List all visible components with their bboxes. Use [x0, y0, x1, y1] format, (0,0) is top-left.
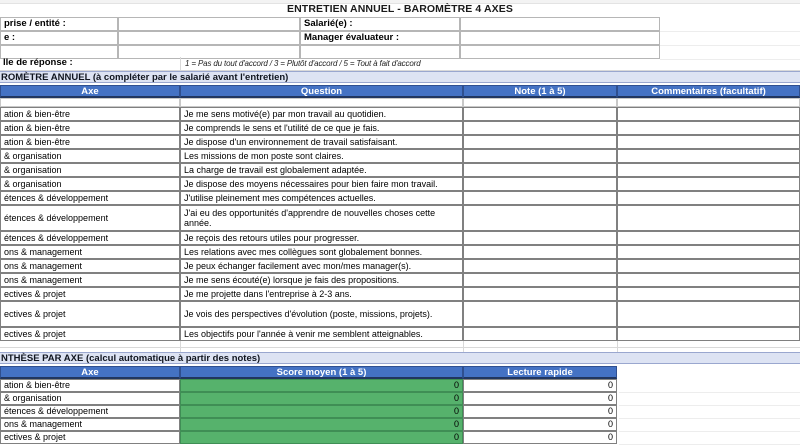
barometre-cell-commentaire[interactable]	[617, 177, 800, 191]
synthese-cell-axe: ation & bien-être	[0, 379, 180, 392]
barometre-cell-commentaire[interactable]	[617, 191, 800, 205]
synthese-cell-score: 0	[180, 431, 463, 444]
barometre-cell-note[interactable]	[463, 327, 617, 341]
barometre-cell-note[interactable]	[463, 163, 617, 177]
barometre-column-header-axe[interactable]: Axe	[0, 85, 180, 98]
barometre-spacer-cell	[463, 98, 617, 107]
identity-value-right-0[interactable]	[460, 17, 660, 31]
barometre-cell-question: Les missions de mon poste sont claires.	[180, 149, 463, 163]
barometre-cell-axe: étences & développement	[0, 191, 180, 205]
grid-separator	[660, 45, 800, 46]
barometre-cell-commentaire[interactable]	[617, 231, 800, 245]
barometre-cell-axe: ectives & projet	[0, 327, 180, 341]
barometre-cell-note[interactable]	[463, 149, 617, 163]
barometre-spacer-cell	[180, 98, 463, 107]
barometre-cell-question: Je comprends le sens et l'utilité de ce que je fais.	[180, 121, 463, 135]
identity-label-left-1: e :	[0, 31, 118, 45]
barometre-column-header-commentaires[interactable]: Commentaires (facultatif)	[617, 85, 800, 98]
barometre-cell-note[interactable]	[463, 205, 617, 231]
synthese-cell-axe: ectives & projet	[0, 431, 180, 444]
barometre-cell-axe: ation & bien-être	[0, 121, 180, 135]
identity-value-right-1[interactable]	[460, 31, 660, 45]
synthese-column-header-axe[interactable]: Axe	[0, 366, 180, 379]
barometre-cell-question: Je me sens écouté(e) lorsque je fais des propositions.	[180, 273, 463, 287]
synthese-cell-score: 0	[180, 418, 463, 431]
barometre-cell-axe: & organisation	[0, 149, 180, 163]
barometre-cell-question: Je dispose des moyens nécessaires pour bien faire mon travail.	[180, 177, 463, 191]
barometre-cell-axe: ation & bien-être	[0, 107, 180, 121]
identity-value-left-1[interactable]	[118, 31, 300, 45]
barometre-cell-question: Je reçois des retours utiles pour progresser.	[180, 231, 463, 245]
barometre-cell-commentaire[interactable]	[617, 327, 800, 341]
barometre-cell-note[interactable]	[463, 177, 617, 191]
barometre-cell-commentaire[interactable]	[617, 107, 800, 121]
synthese-column-header-lecture-rapide[interactable]: Lecture rapide	[463, 366, 617, 379]
scale-value: 1 = Pas du tout d'accord / 3 = Plutôt d'accord / 5 = Tout à fait d'accord	[185, 58, 421, 68]
identity-value-left-0[interactable]	[118, 17, 300, 31]
grid-separator	[619, 392, 800, 393]
barometre-cell-note[interactable]	[463, 231, 617, 245]
barometre-column-header-question[interactable]: Question	[180, 85, 463, 98]
barometre-cell-question: J'utilise pleinement mes compétences actuelles.	[180, 191, 463, 205]
barometre-cell-note[interactable]	[463, 135, 617, 149]
synthese-cell-axe: & organisation	[0, 392, 180, 405]
grid-separator	[0, 347, 800, 348]
synthese-cell-score: 0	[180, 379, 463, 392]
scale-label: lle de réponse :	[3, 57, 73, 69]
barometre-cell-question: Je me sens motivé(e) par mon travail au quotidien.	[180, 107, 463, 121]
grid-separator	[180, 57, 181, 70]
barometre-cell-question: J'ai eu des opportunités d'apprendre de nouvelles choses cette année.	[180, 205, 463, 231]
barometre-cell-note[interactable]	[463, 301, 617, 327]
grid-separator	[619, 431, 800, 432]
grid-separator	[660, 31, 800, 32]
synthese-cell-lecture: 0	[463, 418, 617, 431]
synthese-column-header-score-moyen[interactable]: Score moyen (1 à 5)	[180, 366, 463, 379]
barometre-cell-question: Les relations avec mes collègues sont globalement bonnes.	[180, 245, 463, 259]
synthese-cell-lecture: 0	[463, 379, 617, 392]
barometre-cell-axe: étences & développement	[0, 231, 180, 245]
barometre-cell-axe: ectives & projet	[0, 287, 180, 301]
grid-separator	[619, 405, 800, 406]
barometre-cell-axe: ectives & projet	[0, 301, 180, 327]
barometre-spacer-cell	[0, 98, 180, 107]
barometre-cell-question: Je vois des perspectives d'évolution (poste, missions, projets).	[180, 301, 463, 327]
barometre-cell-commentaire[interactable]	[617, 121, 800, 135]
barometre-cell-note[interactable]	[463, 287, 617, 301]
grid-separator	[619, 418, 800, 419]
synthese-cell-lecture: 0	[463, 431, 617, 444]
barometre-cell-commentaire[interactable]	[617, 135, 800, 149]
barometre-cell-question: Je me projette dans l'entreprise à 2-3 ans.	[180, 287, 463, 301]
barometre-cell-axe: ons & management	[0, 245, 180, 259]
synthese-cell-axe: ons & management	[0, 418, 180, 431]
barometre-cell-note[interactable]	[463, 121, 617, 135]
barometre-cell-commentaire[interactable]	[617, 273, 800, 287]
identity-label-right-1: Manager évaluateur :	[300, 31, 460, 45]
barometre-cell-commentaire[interactable]	[617, 205, 800, 231]
synthese-cell-axe: étences & développement	[0, 405, 180, 418]
barometre-cell-note[interactable]	[463, 245, 617, 259]
barometre-cell-axe: ons & management	[0, 273, 180, 287]
barometre-cell-commentaire[interactable]	[617, 259, 800, 273]
barometre-cell-question: Je peux échanger facilement avec mon/mes manager(s).	[180, 259, 463, 273]
synthese-cell-score: 0	[180, 405, 463, 418]
identity-label-right-0: Salarié(e) :	[300, 17, 460, 31]
barometre-cell-question: La charge de travail est globalement adaptée.	[180, 163, 463, 177]
synthese-cell-lecture: 0	[463, 392, 617, 405]
barometre-cell-commentaire[interactable]	[617, 245, 800, 259]
barometre-cell-note[interactable]	[463, 191, 617, 205]
barometre-cell-note[interactable]	[463, 107, 617, 121]
barometre-cell-commentaire[interactable]	[617, 287, 800, 301]
barometre-cell-question: Je dispose d'un environnement de travail satisfaisant.	[180, 135, 463, 149]
barometre-cell-axe: & organisation	[0, 163, 180, 177]
barometre-cell-note[interactable]	[463, 273, 617, 287]
barometre-cell-note[interactable]	[463, 259, 617, 273]
barometre-spacer-cell	[617, 98, 800, 107]
barometre-cell-question: Les objectifs pour l'année à venir me semblent atteignables.	[180, 327, 463, 341]
barometre-column-header-note[interactable]: Note (1 à 5)	[463, 85, 617, 98]
synthese-section-banner: NTHÈSE PAR AXE (calcul automatique à partir des notes)	[0, 352, 800, 364]
barometre-cell-axe: & organisation	[0, 177, 180, 191]
identity-label-left-0: prise / entité :	[0, 17, 118, 31]
barometre-cell-commentaire[interactable]	[617, 163, 800, 177]
barometre-cell-commentaire[interactable]	[617, 301, 800, 327]
synthese-cell-score: 0	[180, 392, 463, 405]
page-title: ENTRETIEN ANNUEL - BAROMÈTRE 4 AXES	[287, 3, 513, 15]
synthese-cell-lecture: 0	[463, 405, 617, 418]
barometre-cell-axe: ation & bien-être	[0, 135, 180, 149]
barometre-cell-axe: ons & management	[0, 259, 180, 273]
barometre-cell-commentaire[interactable]	[617, 149, 800, 163]
barometre-cell-axe: étences & développement	[0, 205, 180, 231]
barometre-section-banner: ROMÈTRE ANNUEL (à compléter par le salarié avant l'entretien)	[0, 71, 800, 83]
